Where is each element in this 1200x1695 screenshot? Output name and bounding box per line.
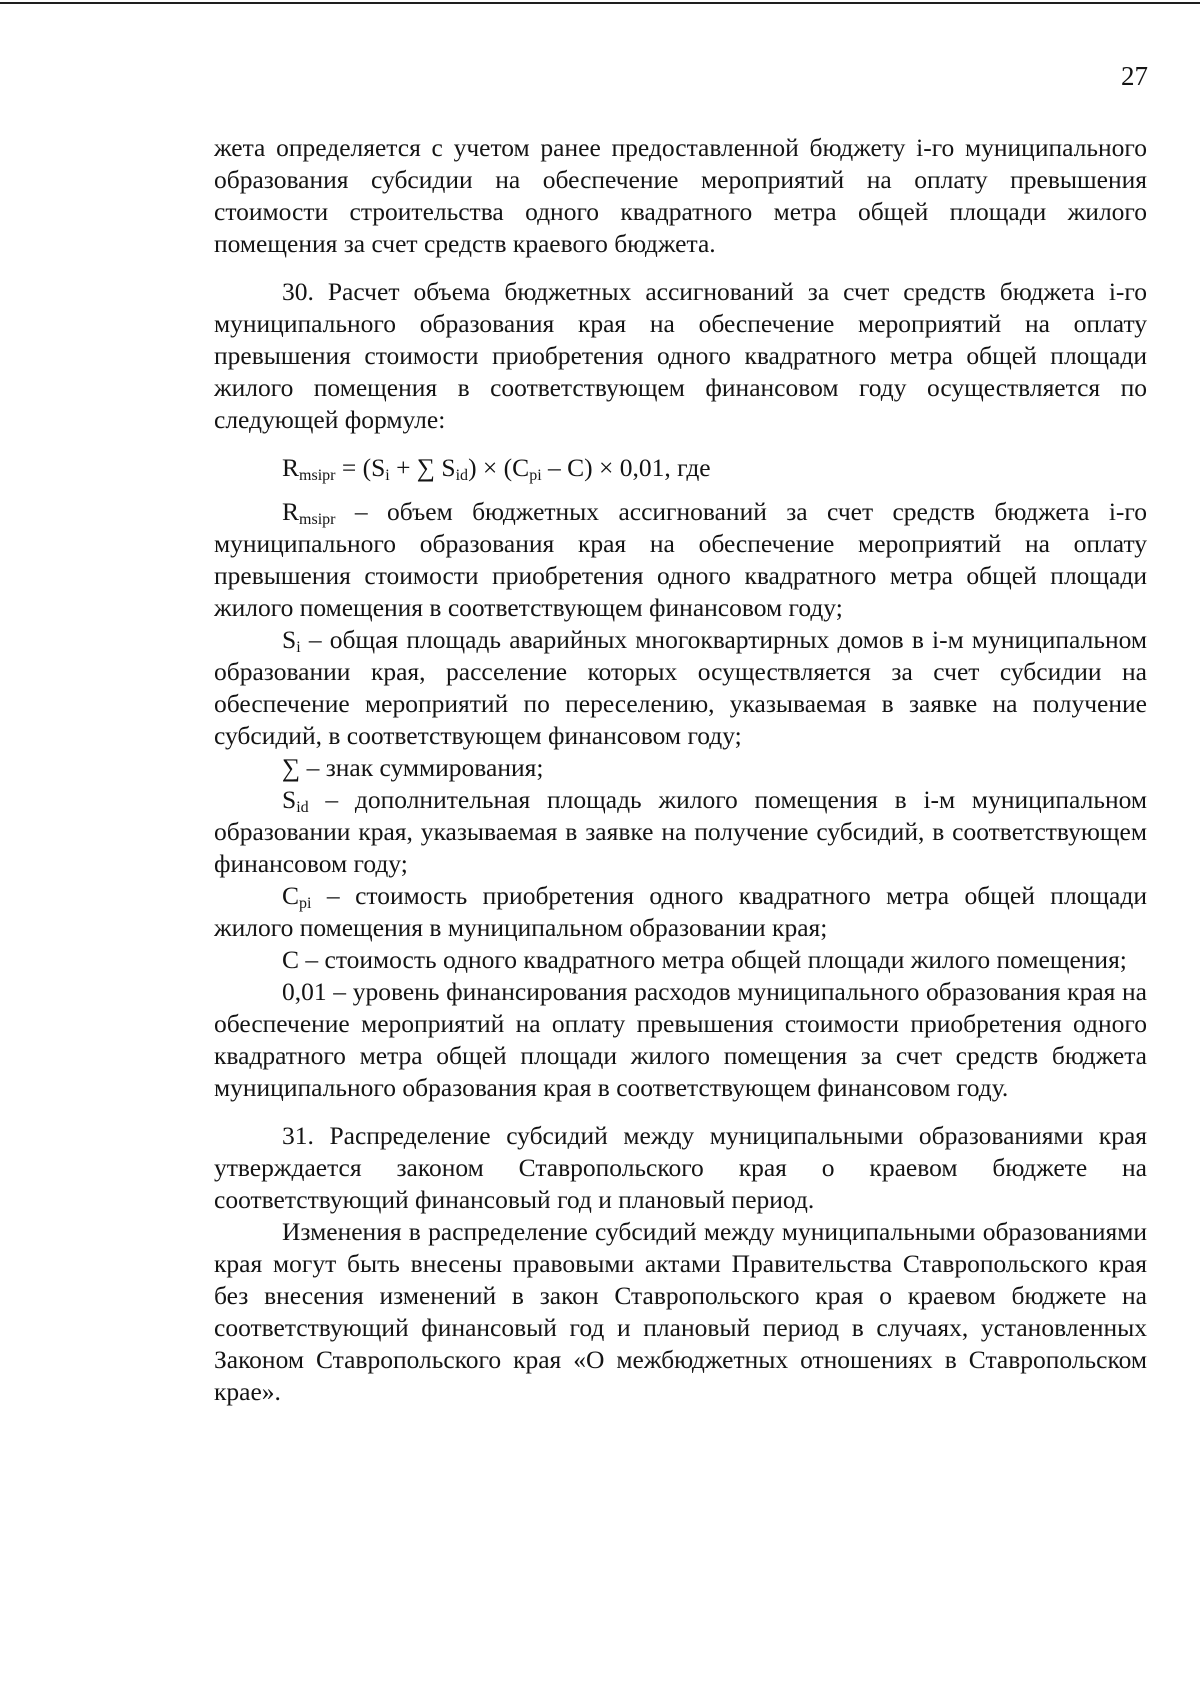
legend-symbol: 0,01 (282, 977, 327, 1006)
paragraph-31: 31. Распределение субсидий между муниципальными образованиями края утверждается законом Ставропольского края о краевом бюджете на соответствующий финансовый год и плановый период. (214, 1121, 1147, 1214)
legend-definition: – знак суммирования; (300, 753, 544, 782)
legend-definition: – общая площадь аварийных многоквартирных домов в i-м муниципальном образовании края, расселение которых осуществляется за счет субсидии на обеспечение мероприятий по переселению, указываемая в заявке на получение субсидий, в соответствующем финансовом году; (214, 625, 1147, 750)
legend-definition: – стоимость приобретения одного квадратного метра общей площади жилого помещения в муниципальном образовании края; (214, 881, 1147, 942)
legend-item (214, 496, 1147, 624)
paragraph-30: 30. Расчет объема бюджетных ассигнований за счет средств бюджета i-го муниципального образования края на обеспечение мероприятий на оплату превышения стоимости приобретения одного квадратного метра общей площади жилого помещения в соответствующем финансовом году осуществляется по следующей формуле: (214, 277, 1147, 434)
legend-symbol: $R_{msipr}$ (282, 497, 336, 528)
legend-item (214, 976, 1147, 1104)
legend-definition: – дополнительная площадь жилого помещения в i-м муниципальном образовании края, указываемая в заявке на получение субсидий, в соответствующем финансовом году; (214, 785, 1147, 878)
paragraph-changes: Изменения в распределение субсидий между муниципальными образованиями края могут быть внесены правовыми актами Правительства Ставропольского края без внесения изменений в закон Ставропольского края о краевом бюджете на соответствующий финансовый год и плановый период в случаях, установленных Законом Ставропольского края «О межбюджетных отношениях в Ставропольском крае». (214, 1217, 1147, 1406)
legend-symbol: $S_{id}$ (282, 785, 309, 816)
legend-item (214, 880, 1147, 944)
legend-definition: – уровень финансирования расходов муниципального образования края на обеспечение мероприятий на оплату превышения стоимости приобретения одного квадратного метра общей площади жилого помещения за счет средств бюджета муниципального образования края в соответствующем финансовом году. (214, 977, 1147, 1102)
legend-definition: – стоимость одного квадратного метра общей площади жилого помещения; (299, 945, 1127, 974)
page-number: 27 (1121, 61, 1148, 91)
legend-item (214, 944, 1147, 976)
legend-symbol: C (282, 945, 300, 974)
body-text (214, 132, 1147, 1408)
legend-symbol: ∑ (282, 753, 301, 782)
legend-item (214, 624, 1147, 752)
legend-item (214, 784, 1147, 880)
formula-lhs: $R_{msipr}$ (282, 453, 336, 484)
legend-symbol: $C_{pi}$ (282, 881, 312, 912)
legend-definition: – объем бюджетных ассигнований за счет средств бюджета i-го муниципального образования края на обеспечение мероприятий на оплату превышения стоимости приобретения одного квадратного метра общей площади жилого помещения в соответствующем финансовом году; (214, 497, 1147, 622)
formula: $R_{msipr} = (S_i$ + ∑ $S_{id}) \times (C_{pi} - C) \times 0,01$, где (282, 453, 711, 484)
legend-item (214, 752, 1147, 784)
paragraph-continuation: жета определяется с учетом ранее предоставленной бюджету i-го муниципального образования субсидии на обеспечение мероприятий на оплату превышения стоимости строительства одного квадратного метра общей площади жилого помещения за счет средств краевого бюджета. (214, 133, 1147, 258)
legend-symbol: $S_i$ (282, 625, 301, 656)
top-border-line (0, 2, 1200, 4)
